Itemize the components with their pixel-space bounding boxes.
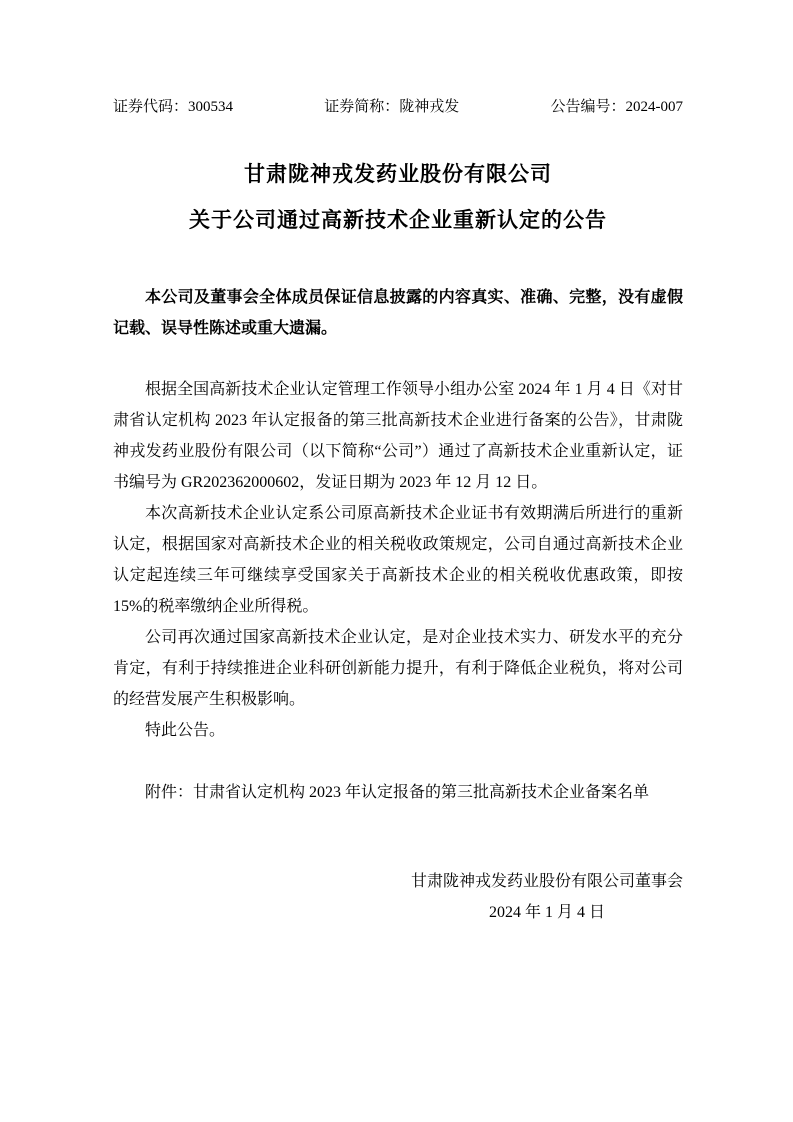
- signature-area: [113, 866, 683, 928]
- board-declaration: 本公司及董事会全体成员保证信息披露的内容真实、准确、完整，没有虚假记载、误导性陈述或重大遗漏。: [113, 289, 683, 337]
- signature-company: 甘肃陇神戎发药业股份有限公司董事会: [410, 873, 683, 890]
- body-paragraph-2: 本次高新技术企业认定系公司原高新技术企业证书有效期满后所进行的重新认定，根据国家对高新技术企业的相关税收政策规定，公司自通过高新技术企业认定起连续三年可继续享受国家关于高新技术企业的相关税收优惠政策，即按15%的税率缴纳企业所得税。: [113, 505, 683, 615]
- announcement-title: 关于公司通过高新技术企业重新认定的公告: [189, 208, 607, 232]
- attachment-line: 附件：甘肃省认定机构 2023 年认定报备的第三批高新技术企业备案名单: [145, 784, 650, 801]
- company-title: 甘肃陇神戎发药业股份有限公司: [244, 162, 552, 186]
- signature-block: [411, 866, 683, 928]
- stock-code: 证券代码：300534: [113, 99, 234, 115]
- stock-name: 证券简称：陇神戎发: [324, 99, 460, 115]
- securities-header: [113, 97, 683, 117]
- body-paragraph-3: 公司再次通过国家高新技术企业认定，是对企业技术实力、研发水平的充分肯定，有利于持续推进企业科研创新能力提升，有利于降低企业税负，将对公司的经营发展产生积极影响。: [113, 629, 683, 708]
- announcement-number: 公告编号：2024-007: [550, 99, 683, 115]
- signature-date: 2024 年 1 月 4 日: [488, 904, 605, 921]
- closing-line: 特此公告。: [145, 722, 226, 739]
- body-paragraph-1: 根据全国高新技术企业认定管理工作领导小组办公室 2024 年 1 月 4 日《对甘肃省认定机构 2023 年认定报备的第三批高新技术企业进行备案的公告》，甘肃陇神戎发药业股份有限公司（以下简称“公司”）通过了高新技术企业重新认定，证书编号为 GR202362000602，发证日期为 2023 年 12 月 12 日。: [113, 381, 683, 491]
